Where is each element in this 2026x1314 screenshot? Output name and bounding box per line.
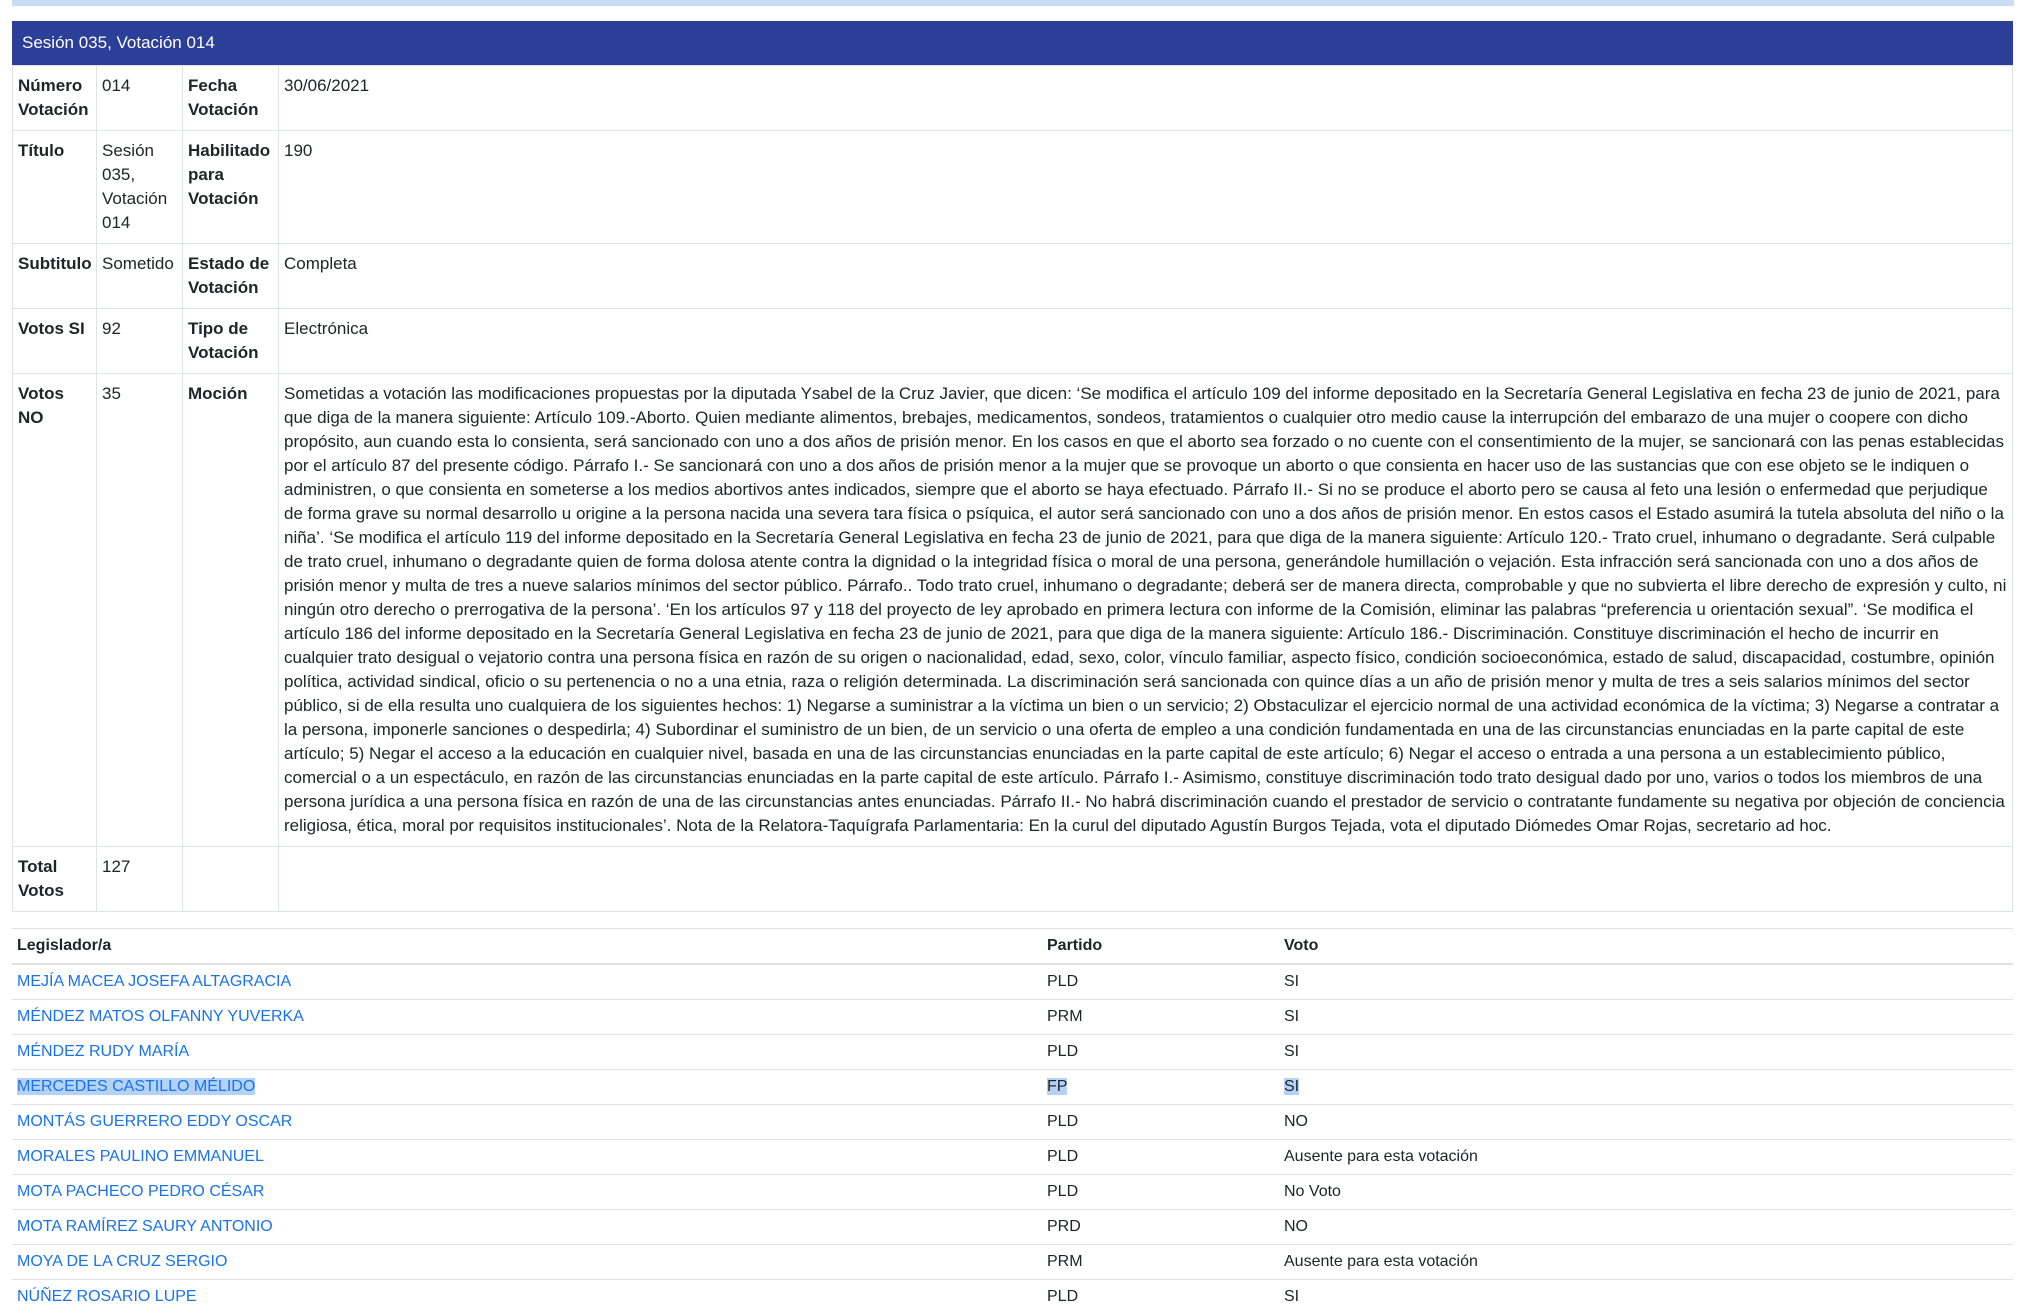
legislator-link[interactable]: MÉNDEZ MATOS OLFANNY YUVERKA <box>17 1008 304 1025</box>
legislator-link[interactable]: MOTA PACHECO PEDRO CÉSAR <box>17 1183 264 1200</box>
fecha-votacion-label: Fecha Votación <box>183 66 279 131</box>
vote-cell: NO <box>1279 1210 2013 1245</box>
column-header-voto: Voto <box>1279 929 2013 965</box>
party-cell: FP <box>1047 1078 1067 1095</box>
party-cell: PLD <box>1042 964 1279 1000</box>
legislator-link[interactable]: MÉNDEZ RUDY MARÍA <box>17 1043 189 1060</box>
mocion-label: Moción <box>183 374 279 847</box>
total-votos-value: 127 <box>97 847 183 912</box>
vote-cell: SI <box>1279 1000 2013 1035</box>
vote-cell: SI <box>1279 1280 2013 1314</box>
tipo-label: Tipo de Votación <box>183 309 279 374</box>
vote-cell: No Voto <box>1279 1175 2013 1210</box>
table-row <box>12 1210 2013 1245</box>
subtitulo-value: Sometido <box>97 244 183 309</box>
party-cell: PRD <box>1042 1210 1279 1245</box>
table-row <box>12 964 2013 1000</box>
party-cell: PRM <box>1042 1000 1279 1035</box>
vote-cell: SI <box>1279 964 2013 1000</box>
votos-no-value: 35 <box>97 374 183 847</box>
table-row <box>12 1280 2013 1314</box>
details-row <box>13 847 2013 912</box>
details-row <box>13 131 2013 244</box>
details-row <box>13 244 2013 309</box>
table-row <box>12 1245 2013 1280</box>
subtitulo-label: Subtitulo <box>13 244 97 309</box>
vote-cell: NO <box>1279 1105 2013 1140</box>
votos-no-label: Votos NO <box>13 374 97 847</box>
vote-cell: Ausente para esta votación <box>1279 1245 2013 1280</box>
column-header-partido: Partido <box>1042 929 1279 965</box>
column-header-legislador: Legislador/a <box>12 929 1042 965</box>
voting-details-table <box>12 65 2013 912</box>
votos-si-value: 92 <box>97 309 183 374</box>
legislator-link[interactable]: MONTÁS GUERRERO EDDY OSCAR <box>17 1113 292 1130</box>
titulo-value: Sesión 035, Votación 014 <box>97 131 183 244</box>
details-row <box>13 309 2013 374</box>
party-cell: PLD <box>1042 1280 1279 1314</box>
fecha-votacion-value: 30/06/2021 <box>279 66 2013 131</box>
table-row <box>12 1140 2013 1175</box>
details-row <box>13 374 2013 847</box>
vote-cell: SI <box>1284 1078 1299 1095</box>
legislator-link[interactable]: NÚÑEZ ROSARIO LUPE <box>17 1288 197 1305</box>
votos-si-label: Votos SI <box>13 309 97 374</box>
habilitado-label: Habilitado para Votación <box>183 131 279 244</box>
empty-cell <box>279 847 2013 912</box>
top-accent-bar <box>12 0 2014 6</box>
table-row <box>12 1105 2013 1140</box>
mocion-text: Sometidas a votación las modificaciones propuestas por la diputada Ysabel de la Cruz Javier, que dicen: ‘Se modifica el artículo 109 del informe depositado en la Secretaría General Legislativa en fecha 23 de junio de 2021, para que diga de la manera siguiente: Artículo 109.-Aborto. Quien mediante alimentos, brebajes, medicamentos, sondeos, tratamientos o cualquier otro medio cause la interrupción del embarazo de una mujer o coopere con dicho propósito, aun cuando esta lo consienta, será sancionado con uno a dos años de prisión menor. En los casos en que el aborto sea forzado o no cuente con el consentimiento de la mujer, se sancionará con las penas establecidas por el artículo 87 del presente código. Párrafo I.- Se sancionará con uno a dos años de prisión menor a la mujer que se provoque un aborto o que consienta en hacer uso de las sustancias que con ese objeto se le indiquen o administren, o que consienta en someterse a los medios abortivos antes indicados, siempre que el aborto se haya efectuado. Párrafo II.- Si no se produce el aborto pero se causa al feto una lesión o enfermedad que perjudique de forma grave su normal desarrollo u origine a la persona nacida una severa tara física o psíquica, el autor será sancionado con uno a dos años de prisión menor. En estos casos el Estado asumirá la tutela absoluta del niño o la niña’. ‘Se modifica el artículo 119 del informe depositado en la Secretaría General Legislativa en fecha 23 de junio de 2021, para que diga de la manera siguiente: Artículo 120.- Trato cruel, inhumano o degradante. Será culpable de trato cruel, inhumano o degradante quien de forma dolosa atente contra la dignidad o la integridad física o moral de una persona, generándole humillación o vejación. Esta infracción será sancionada con uno a dos años de prisión menor y multa de tres a nueve salarios mínimos del sector público. Párrafo.. Todo trato cruel, inhumano o degradante; deberá ser de manera directa, comprobable y que no subvierta el libre derecho de expresión y culto, ni ningún otro derecho o prerrogativa de la persona’. ‘En los artículos 97 y 118 del proyecto de ley aprobado en primera lectura con informe de la Comisión, eliminar las palabras “preferencia u orientación sexual”. ‘Se modifica el artículo 186 del informe depositado en la Secretaría General Legislativa en fecha 23 de junio de 2021, para que diga de la manera siguiente: Artículo 186.- Discriminación. Constituye discriminación el hecho de incurrir en cualquier trato desigual o vejatorio contra una persona física en razón de su origen o nacionalidad, edad, sexo, color, vínculo familiar, aspecto físico, condición socioeconómica, estado de salud, discapacidad, costumbre, opinión política, actividad sindical, oficio o su pertenencia o no a una etnia, raza o religión determinada. La discriminación será sancionada con quince días a un año de prisión menor y multa de tres a seis salarios mínimos del sector público, si de ella resulta uno cualquiera de los siguientes hechos: 1) Negarse a suministrar a la víctima un bien o un servicio; 2) Obstaculizar el ejercicio normal de una actividad económica de la víctima; 3) Negarse a contratar a la persona, imponerle sanciones o despedirla; 4) Subordinar el suministro de un bien, de un servicio o una oferta de empleo a una condición fundamentada en una de las circunstancias enunciadas en la parte capital de este artículo; 5) Negar el acceso a la educación en cualquier nivel, basada en una de las circunstancias enunciadas en la parte capital de este artículo; 6) Negar el acceso o entrada a una persona a un establecimiento público, comercial o a un espectáculo, en razón de las circunstancias enunciadas en la parte capital de este artículo. Párrafo I.- Asimismo, constituye discriminación todo trato desigual dado por uno, varios o todos los miembros de una persona jurídica a una persona física en razón de una de las circunstancias antes enunciadas. Párrafo II.- No habrá discriminación cuando el prestador de servicio o contratante fundamente su negativa por objeción de conciencia religiosa, ética, moral por requisitos institucionales’. Nota de la Relatora-Taquígrafa Parlamentaria: En la curul del diputado Agustín Burgos Tejada, vota el diputado Diómedes Omar Rojas, secretario ad hoc. <box>279 374 2013 847</box>
party-cell: PLD <box>1042 1175 1279 1210</box>
table-row <box>12 1000 2013 1035</box>
voting-card <box>12 21 2013 1314</box>
empty-cell <box>183 847 279 912</box>
card-title: Sesión 035, Votación 014 <box>22 33 215 52</box>
vote-cell: SI <box>1279 1035 2013 1070</box>
legislator-link[interactable]: MOTA RAMÍREZ SAURY ANTONIO <box>17 1218 273 1235</box>
table-row <box>12 1070 2013 1105</box>
estado-label: Estado de Votación <box>183 244 279 309</box>
legislator-link[interactable]: MEJÍA MACEA JOSEFA ALTAGRACIA <box>17 973 291 990</box>
legislator-link[interactable]: MORALES PAULINO EMMANUEL <box>17 1148 264 1165</box>
vote-cell: Ausente para esta votación <box>1279 1140 2013 1175</box>
party-cell: PLD <box>1042 1035 1279 1070</box>
numero-votacion-label: Número Votación <box>13 66 97 131</box>
total-votos-label: Total Votos <box>13 847 97 912</box>
tipo-value: Electrónica <box>279 309 2013 374</box>
numero-votacion-value: 014 <box>97 66 183 131</box>
party-cell: PRM <box>1042 1245 1279 1280</box>
legislator-link[interactable]: MERCEDES CASTILLO MÉLIDO <box>17 1078 255 1095</box>
card-header <box>12 21 2013 65</box>
habilitado-value: 190 <box>279 131 2013 244</box>
party-cell: PLD <box>1042 1105 1279 1140</box>
estado-value: Completa <box>279 244 2013 309</box>
legislator-link[interactable]: MOYA DE LA CRUZ SERGIO <box>17 1253 227 1270</box>
table-row <box>12 1175 2013 1210</box>
votes-header-row <box>12 929 2013 965</box>
party-cell: PLD <box>1042 1140 1279 1175</box>
details-row <box>13 66 2013 131</box>
titulo-label: Título <box>13 131 97 244</box>
table-row <box>12 1035 2013 1070</box>
votes-table <box>12 928 2013 1314</box>
